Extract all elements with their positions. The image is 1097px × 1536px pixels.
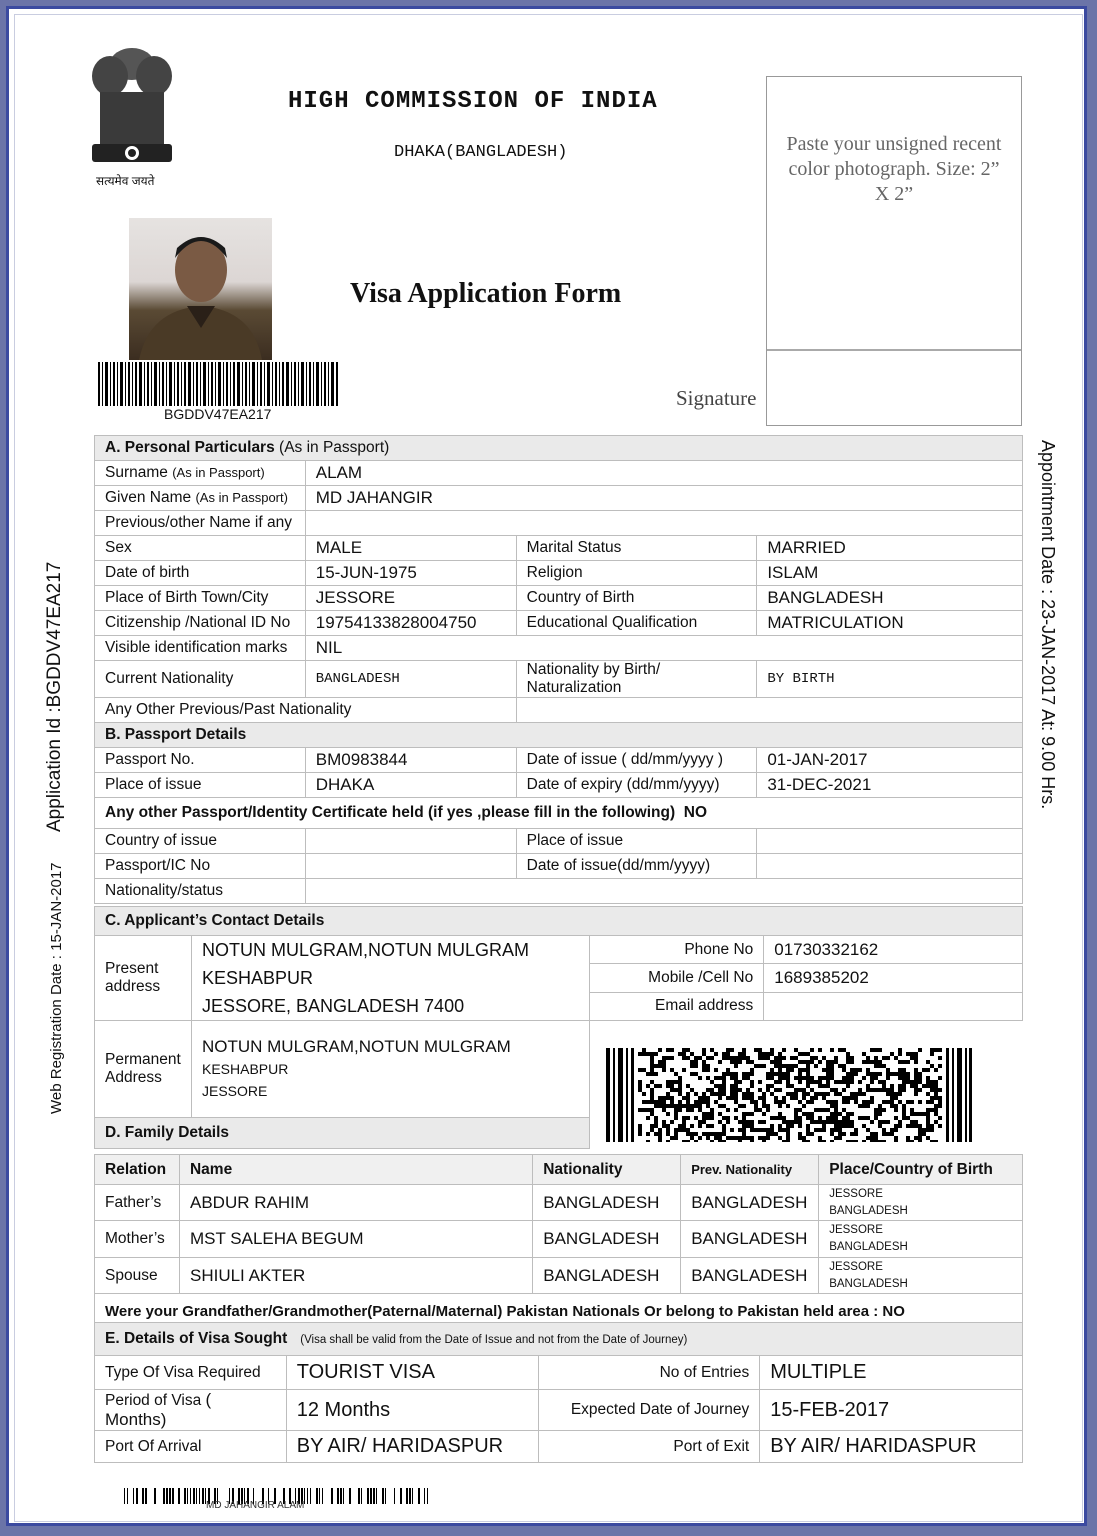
passport-no-value: BM0983844 — [305, 748, 516, 773]
arrival-value: BY AIR/ HARIDASPUR — [286, 1431, 538, 1463]
prev-nationality-cell: BANGLADESH — [681, 1221, 819, 1258]
religion-label: Religion — [516, 561, 757, 586]
footer-barcode-name: MD JAHANGIR ALAM — [206, 1500, 305, 1511]
previous-name-value — [305, 511, 1022, 536]
relation-cell: Mother’s — [95, 1221, 180, 1258]
other-issue-date-label: Date of issue(dd/mm/yyyy) — [516, 854, 757, 879]
emblem-icon — [82, 42, 182, 192]
journey-label: Expected Date of Journey — [538, 1390, 760, 1431]
table-row — [95, 1185, 1023, 1221]
section-a-heading: A. Personal Particulars (As in Passport) — [95, 436, 1023, 461]
col-prev-nationality: Prev. Nationality — [681, 1155, 819, 1185]
marital-label: Marital Status — [516, 536, 757, 561]
nationality-value: BANGLADESH — [305, 661, 516, 698]
birthplace-cell: JESSORE BANGLADESH — [819, 1221, 1023, 1258]
cob-label: Country of Birth — [516, 586, 757, 611]
page-title: HIGH COMMISSION OF INDIA — [288, 88, 658, 115]
nationality-cell: BANGLADESH — [533, 1258, 681, 1294]
nationality-by-value: BY BIRTH — [757, 661, 1023, 698]
col-relation: Relation — [95, 1155, 180, 1185]
pakistan-question: Were your Grandfather/Grandmother(Paternal/Maternal) Pakistan Nationals Or belong to Pakistan held area : NO — [95, 1294, 1023, 1330]
religion-value: ISLAM — [757, 561, 1023, 586]
photo-placeholder — [766, 76, 1022, 426]
entries-label: No of Entries — [538, 1356, 760, 1390]
sex-value: MALE — [305, 536, 516, 561]
col-place-of-birth: Place/Country of Birth — [819, 1155, 1023, 1185]
col-name: Name — [179, 1155, 532, 1185]
prev-nationality-cell: BANGLADESH — [681, 1258, 819, 1294]
permanent-address-value: NOTUN MULGRAM,NOTUN MULGRAM KESHABPUR JESSORE — [191, 1021, 589, 1118]
given-name-label: Given Name (As in Passport) — [95, 486, 306, 511]
section-e-heading: E. Details of Visa Sought (Visa shall be valid from the Date of Issue and not from the Date of Journey) — [95, 1323, 1023, 1356]
period-label: Period of Visa ( Months) — [95, 1390, 287, 1431]
given-name-value: MD JAHANGIR — [305, 486, 1022, 511]
application-id: Application Id :BGDDV47EA217 — [44, 561, 65, 832]
name-cell: ABDUR RAHIM — [179, 1185, 532, 1221]
visa-type-label: Type Of Visa Required — [95, 1356, 287, 1390]
expiry-date-value: 31-DEC-2021 — [757, 773, 1023, 798]
applicant-photo — [129, 218, 272, 360]
photo-hint: Paste your unsigned recent color photograph. Size: 2” X 2” — [786, 133, 1002, 205]
page-subtitle: DHAKA(BANGLADESH) — [394, 143, 568, 162]
pob-label: Place of Birth Town/City — [95, 586, 306, 611]
present-address-label: Present address — [95, 936, 192, 1021]
other-passport-question: Any other Passport/Identity Certificate held (if yes ,please fill in the following) NO — [95, 798, 1023, 829]
mobile-label: Mobile /Cell No — [589, 964, 764, 992]
expiry-date-label: Date of expiry (dd/mm/yyyy) — [516, 773, 757, 798]
arrival-label: Port Of Arrival — [95, 1431, 287, 1463]
nationality-cell: BANGLADESH — [533, 1221, 681, 1258]
barcode-number: BGDDV47EA217 — [164, 406, 272, 422]
other-nationality-label: Any Other Previous/Past Nationality — [95, 698, 517, 723]
place-of-issue-value: DHAKA — [305, 773, 516, 798]
nid-label: Citizenship /National ID No — [95, 611, 306, 636]
ic-no-label: Passport/IC No — [95, 854, 306, 879]
marital-value: MARRIED — [757, 536, 1023, 561]
other-nationality-value — [516, 698, 1022, 723]
education-value: MATRICULATION — [757, 611, 1023, 636]
section-b-heading: B. Passport Details — [95, 723, 1023, 748]
journey-value: 15-FEB-2017 — [760, 1390, 1023, 1431]
personal-passport-table — [94, 435, 1023, 904]
issue-date-value: 01-JAN-2017 — [757, 748, 1023, 773]
form-title: Visa Application Form — [350, 278, 622, 309]
visa-table — [94, 1322, 1023, 1463]
section-d-heading: D. Family Details — [95, 1118, 590, 1149]
surname-label: Surname (As in Passport) — [95, 461, 306, 486]
national-emblem — [82, 42, 182, 192]
present-address-value: NOTUN MULGRAM,NOTUN MULGRAM KESHABPUR JESSORE, BANGLADESH 7400 — [191, 936, 589, 1021]
other-place-of-issue-label: Place of issue — [516, 829, 757, 854]
table-row — [95, 1221, 1023, 1258]
family-table — [94, 1154, 1023, 1330]
pob-value: JESSORE — [305, 586, 516, 611]
2d-barcode-icon — [606, 1048, 972, 1142]
web-registration-date: Web Registration Date : 15-JAN-2017 — [48, 862, 65, 1114]
nationality-by-label: Nationality by Birth/ Naturalization — [516, 661, 757, 698]
col-nationality: Nationality — [533, 1155, 681, 1185]
prev-nationality-cell: BANGLADESH — [681, 1185, 819, 1221]
place-of-issue-label: Place of issue — [95, 773, 306, 798]
entries-value: MULTIPLE — [760, 1356, 1023, 1390]
nationality-label: Current Nationality — [95, 661, 306, 698]
phone-label: Phone No — [589, 936, 764, 964]
dob-value: 15-JUN-1975 — [305, 561, 516, 586]
table-row — [95, 1258, 1023, 1294]
nationality-cell: BANGLADESH — [533, 1185, 681, 1221]
country-of-issue-label: Country of issue — [95, 829, 306, 854]
previous-name-label: Previous/other Name if any — [95, 511, 306, 536]
birthplace-cell: JESSORE BANGLADESH — [819, 1258, 1023, 1294]
emblem-motto: सत्यमेव जयते — [96, 174, 155, 188]
nationality-status-label: Nationality/status — [95, 879, 306, 904]
passport-no-label: Passport No. — [95, 748, 306, 773]
sex-label: Sex — [95, 536, 306, 561]
signature-label: Signature — [676, 386, 757, 410]
name-cell: MST SALEHA BEGUM — [179, 1221, 532, 1258]
barcode-icon — [98, 362, 338, 406]
education-label: Educational Qualification — [516, 611, 757, 636]
email-label: Email address — [589, 992, 764, 1020]
period-value: 12 Months — [286, 1390, 538, 1431]
mobile-value: 1689385202 — [764, 964, 1023, 992]
issue-date-label: Date of issue ( dd/mm/yyyy ) — [516, 748, 757, 773]
dob-label: Date of birth — [95, 561, 306, 586]
appointment-date: Appointment Date : 23-JAN-2017 At: 9.00 Hrs. — [1038, 440, 1058, 810]
phone-value: 01730332162 — [764, 936, 1023, 964]
name-cell: SHIULI AKTER — [179, 1258, 532, 1294]
relation-cell: Father’s — [95, 1185, 180, 1221]
permanent-address-label: Permanent Address — [95, 1021, 192, 1118]
email-value — [764, 992, 1023, 1020]
cob-value: BANGLADESH — [757, 586, 1023, 611]
section-c-heading: C. Applicant’s Contact Details — [95, 907, 1023, 936]
marks-label: Visible identification marks — [95, 636, 306, 661]
relation-cell: Spouse — [95, 1258, 180, 1294]
nid-value: 19754133828004750 — [305, 611, 516, 636]
visa-type-value: TOURIST VISA — [286, 1356, 538, 1390]
marks-value: NIL — [305, 636, 1022, 661]
exit-label: Port of Exit — [538, 1431, 760, 1463]
exit-value: BY AIR/ HARIDASPUR — [760, 1431, 1023, 1463]
surname-value: ALAM — [305, 461, 1022, 486]
birthplace-cell: JESSORE BANGLADESH — [819, 1185, 1023, 1221]
